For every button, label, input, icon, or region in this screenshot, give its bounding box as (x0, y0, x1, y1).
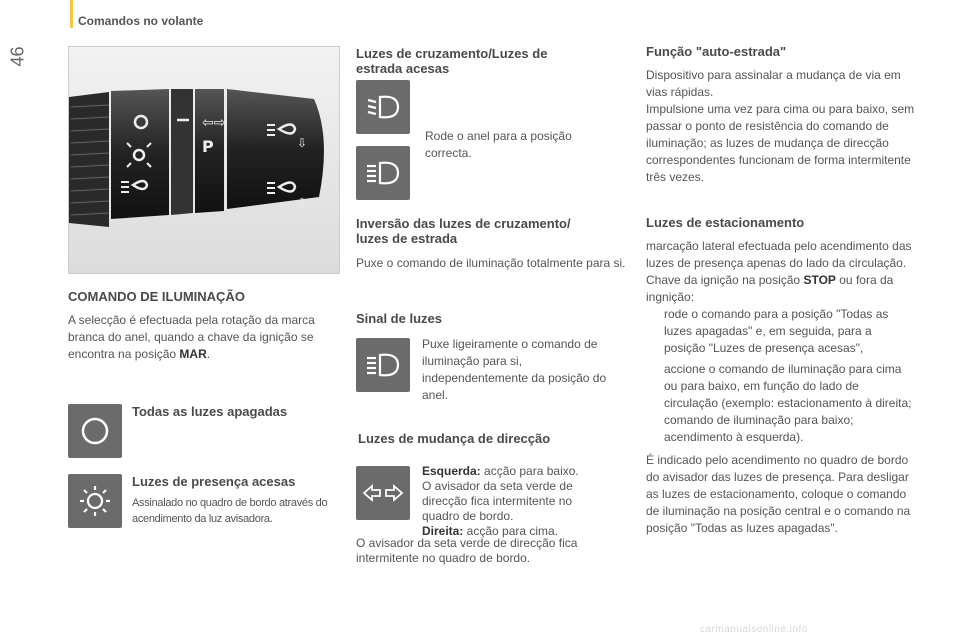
parking-text-2-post: ou fora da ingnição: (646, 273, 894, 304)
flash-title-wrap (356, 311, 442, 326)
highway-title: Função "auto-estrada" (646, 44, 787, 59)
right-text: acção para cima. (463, 524, 559, 538)
intro-end: . (206, 347, 211, 361)
lighting-command-section (68, 289, 340, 363)
lowbeam-title-line2: estrada acesas (356, 61, 450, 76)
bullet-1-text: rode o comando para a posição "Todas as luzes apagadas" e, em seguida, para a posição "Luzes de presença acesas", (664, 307, 889, 355)
lighting-command-title: COMANDO DE ILUMINAÇÃO (68, 289, 245, 304)
page-number-text: 46 (7, 46, 28, 67)
all-off-title: Todas as luzes apagadas (132, 404, 288, 419)
all-off-title-wrap (132, 404, 287, 419)
turn-right-detail (356, 536, 624, 566)
turn-title: Luzes de mudança de direcção (358, 431, 551, 446)
flash-title: Sinal de luzes (356, 311, 442, 326)
section-header: Comandos no volante (78, 14, 204, 28)
lowbeam-text-line1: Rode o anel para a posição (425, 129, 572, 143)
flash-text: Puxe ligeiramente o comando de iluminação para si, independentemente da posição do anel. (422, 337, 607, 402)
low-beam-icon (356, 80, 410, 134)
lowbeam-text-line2: correcta. (425, 146, 472, 160)
light-stalk-illustration (69, 47, 339, 273)
left-detail: O avisador da seta verde de direcção fica intermitente no quadro de bordo. (422, 479, 573, 523)
parking-bullet-2 (646, 361, 916, 446)
turn-signal-icon (356, 466, 410, 520)
svg-text:⇩: ⇩ (297, 136, 308, 150)
parking-section (646, 215, 916, 537)
turn-title-wrap (358, 431, 550, 446)
lowbeam-title (356, 46, 626, 76)
high-beam-icon (356, 146, 410, 200)
parking-text-2-pre: Chave da ignição na posição (646, 273, 804, 287)
parking-text-2-bold: STOP (803, 273, 836, 287)
highway-text-2: Impulsione uma vez para cima ou para baixo, sem passar o ponto de resistência do comando de iluminação; as luzes de mudança de direcção correspondentes funcionam de forma intermitente três vezes. (646, 102, 915, 184)
lighting-command-intro (68, 312, 340, 363)
highway-section (646, 44, 916, 186)
inversion-title-line1: Inversão das luzes de cruzamento/ (356, 216, 571, 231)
flash-beam-icon (356, 338, 410, 392)
intro-bold: MAR (179, 347, 207, 361)
page-number (8, 46, 28, 67)
parking-title: Luzes de estacionamento (646, 215, 805, 230)
parking-text-1: marcação lateral efectuada pelo acendimento das luzes de presença apenas do lado da circulação. (646, 239, 912, 270)
inversion-title-line2: luzes de estrada (356, 231, 458, 246)
lowbeam-title-line1: Luzes de cruzamento/Luzes de (356, 46, 548, 61)
bullet-2-text: accione o comando de iluminação para cima ou para baixo, em função do lado de circulação (exemplo: estacionamento à direita; comando de iluminação para baixo; acendimento à esquerda). (664, 362, 912, 444)
left-label: Esquerda: (422, 464, 481, 478)
flash-text-wrap (422, 336, 622, 404)
parking-lights-text: Assinalado no quadro de bordo através do acendimento da luz avisadora. (132, 497, 328, 525)
footer-watermark: carmanualsonline.info (700, 624, 808, 635)
section-accent-bar (70, 0, 73, 28)
parking-lights-section (132, 474, 342, 527)
parking-text-3: É indicado pelo acendimento no quadro de bordo do avisador das luzes de presença. Para desligar as luzes de estacionamento, coloque o comando de iluminação na posição central e o comando na posição "Todas as luzes apagadas". (646, 453, 911, 535)
highway-text-1: Dispositivo para assinalar a mudança de via em vias rápidas. (646, 68, 901, 99)
parking-bullet-1 (646, 306, 916, 357)
parking-lights-icon (68, 474, 122, 528)
parking-lights-title: Luzes de presença acesas (132, 474, 296, 489)
svg-text:⇦⇨: ⇦⇨ (202, 115, 226, 131)
right-detail: O avisador da seta verde de direcção fica intermitente no quadro de bordo. (356, 536, 578, 565)
left-text: acção para baixo. (480, 464, 579, 478)
svg-text:⇩: ⇩ (297, 196, 308, 210)
inversion-text: Puxe o comando de iluminação totalmente para si. (356, 256, 626, 270)
intro-text: A selecção é efectuada pela rotação da marca branca do anel, quando a chave da ignição se encontra na posição (68, 313, 315, 361)
inversion-section (356, 216, 626, 272)
lowbeam-text (425, 128, 615, 162)
turn-left-text (422, 464, 612, 539)
light-stalk-photo (68, 46, 340, 274)
svg-text:P: P (202, 137, 214, 156)
all-off-icon (68, 404, 122, 458)
right-label: Direita: (422, 524, 464, 538)
